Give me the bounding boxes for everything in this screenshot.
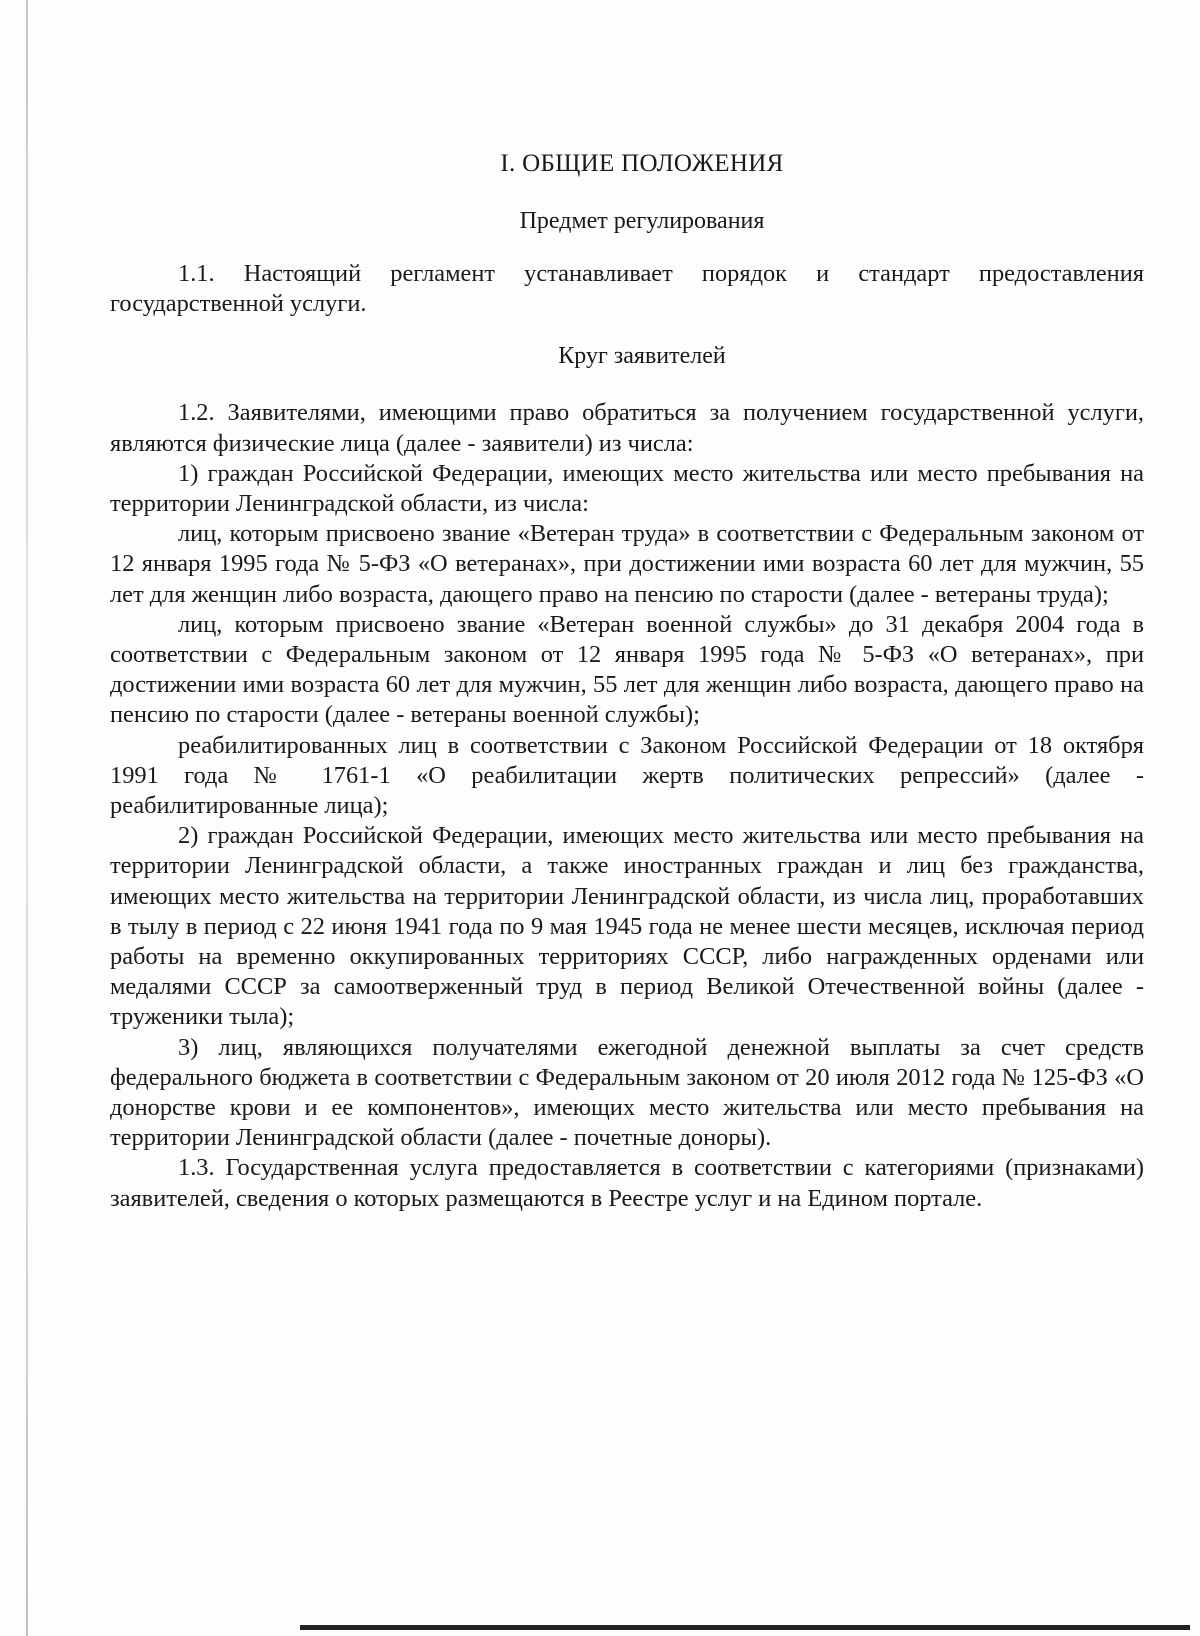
- section-title-subject: Предмет регулирования: [519, 208, 765, 234]
- paragraph-veterans-military: лиц, которым присвоено звание «Ветеран военной службы» до 31 декабря 2004 года в соответствии с Федеральным законом от 12 января 1995 года № 5-ФЗ «О ветеранах», при достижении ими возраста 60 лет для мужчин, 55 лет для женщин либо возраста, дающего право на пенсию по старости (далее - ветераны военной службы);: [110, 610, 1144, 729]
- paragraph-item-1: 1) граждан Российской Федерации, имеющих место жительства или место пребывания на территории Ленинградской области, из числа:: [110, 459, 1144, 518]
- paragraph-1-3: 1.3. Государственная услуга предоставляется в соответствии с категориями (признаками) заявителей, сведения о которых размещаются в Реестре услуг и на Едином портале.: [110, 1154, 1144, 1212]
- paragraph-item-2: 2) граждан Российской Федерации, имеющих место жительства или место пребывания на территории Ленинградской области, а также иностранных граждан и лиц без гражданства, имеющих место жительства на территории Ленинградской области, из числа лиц, проработавших в тылу в период с 22 июня 1941 года по 9 мая 1945 года не менее шести месяцев, исключая период работы на временно оккупированных территориях СССР, либо награжденных орденами или медалями СССР за самоотверженный труд в период Великой Отечественной войны (далее - труженики тыла);: [110, 822, 1144, 1031]
- paragraph-1-2: 1.2. Заявителями, имеющими право обратиться за получением государственной услуги, являются физические лица (далее - заявители) из числа:: [110, 399, 1144, 457]
- paragraph-rehabilitated: реабилитированных лиц в соответствии с Законом Российской Федерации от 18 октября 1991 года № 1761-1 «О реабилитации жертв политических репрессий» (далее - реабилитированные лица);: [110, 731, 1144, 820]
- section-title-applicants: Круг заявителей: [558, 343, 726, 370]
- chapter-title: I. ОБЩИЕ ПОЛОЖЕНИЯ: [500, 150, 784, 177]
- paragraph-veterans-labor: лиц, которым присвоено звание «Ветеран труда» в соответствии с Федеральным законом от 12 января 1995 года № 5-ФЗ «О ветеранах», при достижении ими возраста 60 лет для мужчин, 55 лет для женщин либо возраста, дающего право на пенсию по старости (далее - ветераны труда);: [110, 520, 1144, 608]
- paragraph-1-1: 1.1. Настоящий регламент устанавливает порядок и стандарт предоставления государственной услуги.: [110, 260, 1144, 318]
- document-body: [110, 150, 1144, 1214]
- paragraph-item-3: 3) лиц, являющихся получателями ежегодной денежной выплаты за счет средств федерального бюджета в соответствии с Федеральным законом от 20 июля 2012 года № 125-ФЗ «О донорстве крови и ее компонентов», имеющих место жительства или место пребывания на территории Ленинградской области (далее - почетные доноры).: [110, 1033, 1144, 1152]
- scan-bottom-edge: [300, 1625, 1190, 1630]
- scan-left-edge: [26, 0, 28, 1636]
